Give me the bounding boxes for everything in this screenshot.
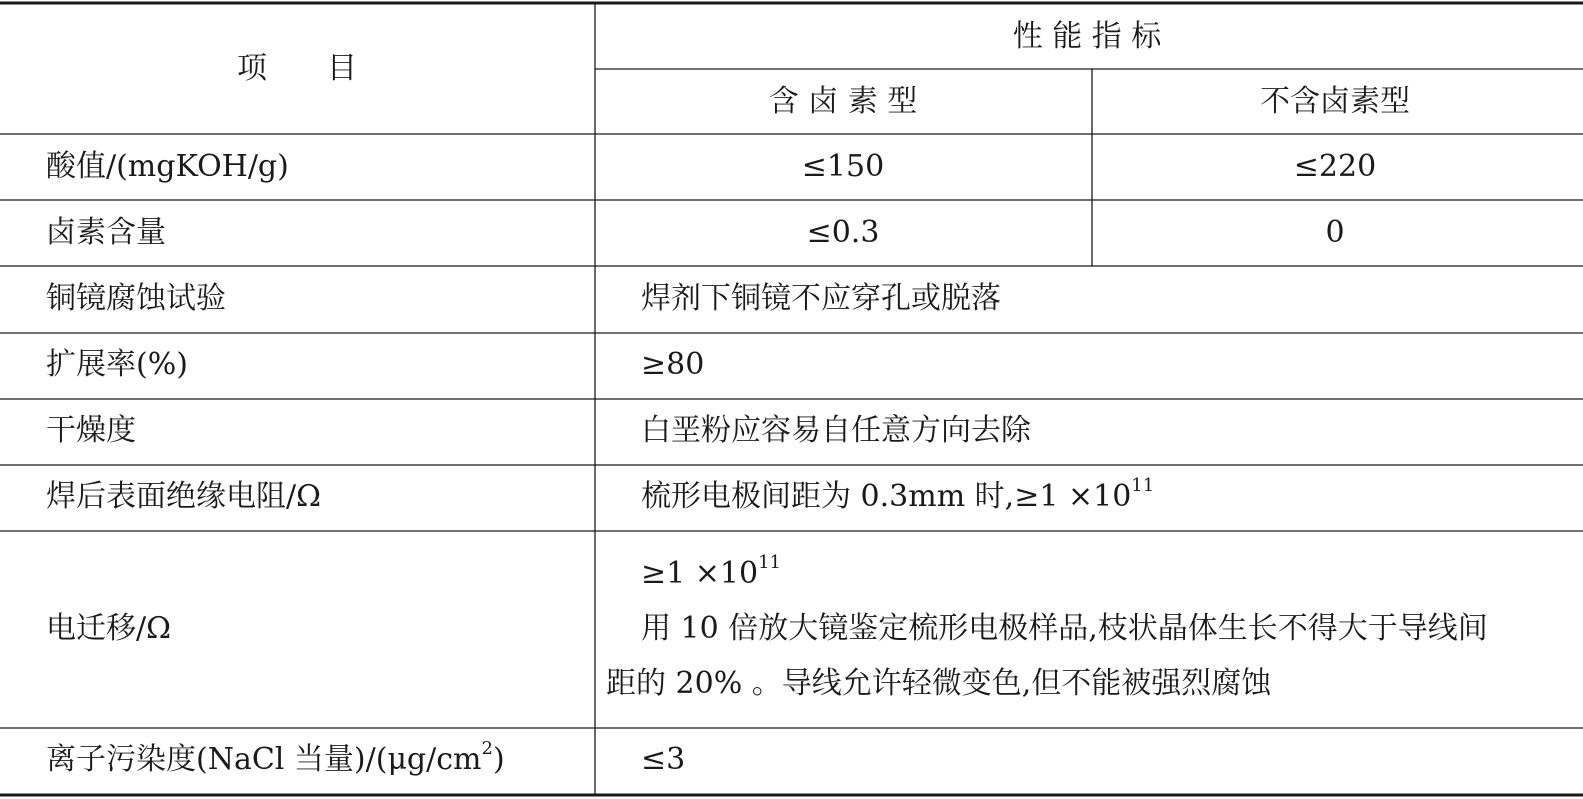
- row-value-line: [641, 552, 781, 591]
- row-item: 电迁移/Ω: [46, 611, 171, 646]
- row-item: [46, 738, 505, 777]
- row-value-main: ≥1 ×10: [641, 556, 759, 591]
- row-value: ≥80: [641, 347, 705, 382]
- header-group: 性 能 指 标: [1012, 19, 1162, 54]
- row-item-superscript: 2: [481, 738, 493, 759]
- header-halogen: 含 卤 素 型: [768, 84, 918, 119]
- row-value-main: 梳形电极间距为 0.3mm 时,≥1 ×10: [641, 479, 1132, 514]
- row-value-halogen-free: ≤220: [1293, 149, 1377, 184]
- row-item: 卤素含量: [46, 215, 166, 250]
- header-item: 项 目: [237, 51, 357, 86]
- row-item: 干燥度: [46, 413, 136, 448]
- row-value: ≤3: [641, 742, 686, 777]
- header-halogen-free: 不含卤素型: [1260, 84, 1410, 119]
- row-value-halogen-free: 0: [1325, 215, 1345, 250]
- row-value-line: 用 10 倍放大镜鉴定梳形电极样品,枝状晶体生长不得大于导线间: [641, 611, 1488, 646]
- row-value-halogen: ≤150: [801, 149, 885, 184]
- row-value: 白垩粉应容易自任意方向去除: [641, 413, 1031, 448]
- row-value-superscript: 11: [758, 552, 781, 573]
- row-value: [641, 475, 1154, 514]
- row-item: 铜镜腐蚀试验: [46, 281, 226, 316]
- row-value-line: 距的 20% 。导线允许轻微变色,但不能被强烈腐蚀: [606, 666, 1272, 701]
- row-value: 焊剂下铜镜不应穿孔或脱落: [641, 281, 1001, 316]
- row-item: 扩展率(%): [46, 347, 188, 382]
- row-item: 焊后表面绝缘电阻/Ω: [46, 479, 321, 514]
- row-item: 酸值/(mgKOH/g): [46, 149, 289, 184]
- row-value-halogen: ≤0.3: [806, 215, 880, 250]
- row-item-main: 离子污染度(NaCl 当量)/(μg/cm: [46, 742, 482, 777]
- row-item-end: ): [492, 742, 505, 777]
- row-value-superscript: 11: [1131, 475, 1155, 496]
